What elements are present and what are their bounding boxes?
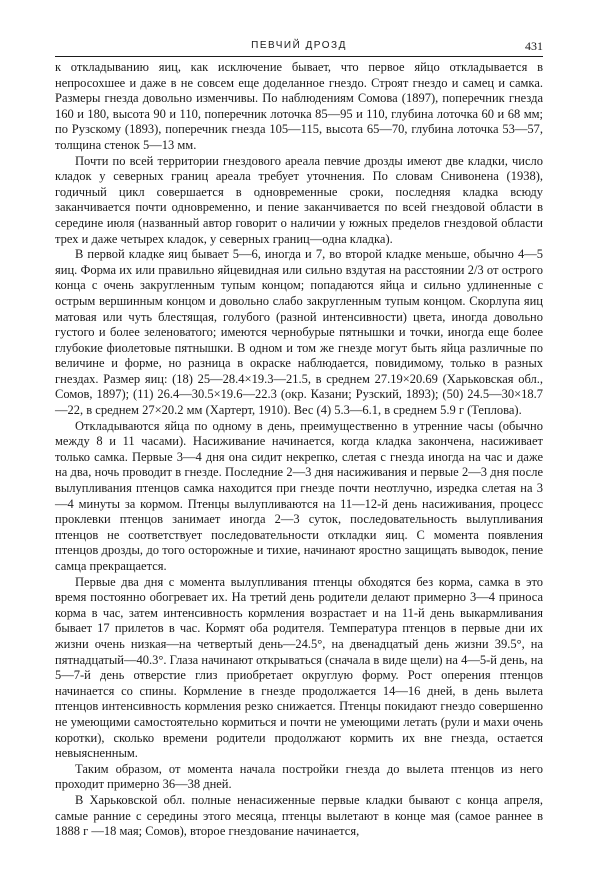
running-header bbox=[55, 38, 543, 57]
running-title: ПЕВЧИЙ ДРОЗД bbox=[251, 40, 347, 51]
paragraph-duration: Таким образом, от момента начала постройки гнезда до вылета птенцов из него проходит примерно 36—38 дней. bbox=[55, 761, 543, 792]
page-number: 431 bbox=[525, 39, 543, 53]
book-page bbox=[55, 38, 543, 840]
paragraph-eggs: В первой кладке яиц бывает 5—6, иногда и 7, во второй кладке меньше, обычно 4—5 яиц. Форма их или правильно яйцевидная или сильно вздутая на расстоянии 2/3 от острого конца с очень закругленным тупым концом; попадаются яйца и сильно удлиненные с острым вершинным концом и довольно слабо закругленным тупым концом. Скорлупа яиц матовая или чуть блестящая, голубого (разной интенсивности) цвета, иногда довольно густого и более зеленоватого; имеются чернобурые пятнышки и точки, иногда еще более глубокие фиолетовые пятнышки. В одном и том же гнезде могут быть яйца различные по величине и форме, но разница в окраске наблюдается, повидимому, только в разных гнездах. Размер яиц: (18) 25—28.4×19.3—21.5, в среднем 27.19×20.69 (Харьковская обл., Сомов, 1897); (11) 26.4—30.5×19.6—22.3 (окр. Казани; Рузский, 1893); (50) 24.5—30×18.7—22, в среднем 27×20.2 мм (Хартерт, 1910). Вес (4) 5.3—6.1, в среднем 5.9 г (Теплова). bbox=[55, 247, 543, 418]
paragraph-clutches: Почти по всей территории гнездового ареала певчие дрозды имеют две кладки, число кладок у северных границ ареала требует уточнения. По словам Снивонена (1938), годичный цикл совершается в одновременные сроки, последняя кладка всюду заканчивается почти одновременно, и пение заканчивается по всей гнездовой области в середине июля (названный автор говорит о наличии у южных пределов гнездовой области трех и даже четырех кладок, у северных границ—одна кладка). bbox=[55, 153, 543, 246]
paragraph-kharkov: В Харьковской обл. полные ненасиженные первые кладки бывают с конца апреля, самые ранние с середины этого месяца, птенцы вылетают в конце мая (самое раннее в 1888 г —18 мая; Сомов), второе гнездование начинается, bbox=[55, 792, 543, 839]
body-text bbox=[55, 60, 543, 840]
paragraph-nest-size: к откладыванию яиц, как исключение бывает, что первое яйцо откладывается в непросохшее и даже в не совсем еще доделанное гнездо. Строят гнездо и самец и самка. Размеры гнезда довольно изменчивы. По наблюдениям Сомова (1897), поперечник гнезда 160 и 180, высота 90 и 110, поперечник лоточка 85—95 и 110, глубина лоточка 60 и 68 мм; по Рузскому (1893), поперечник гнезда 105—115, высота 65—70, глубина лоточка 53—57, толщина стенок 5—13 мм. bbox=[55, 60, 543, 152]
paragraph-nestlings: Первые два дня с момента вылупливания птенцы обходятся без корма, самка в это время постоянно обогревает их. На третий день родители делают примерно 3—4 приноса корма в час, затем интенсивность кормления возрастает и на 11-й день выкармливания бывает 17 прилетов в час. Кормят оба родителя. Температура птенцов в первые дни их жизни очень низкая—на четвертый день—24.5°, на двенадцатый день жизни 39.5°, на пятнадцатый—40.3°. Глаза начинают открываться (сначала в виде щели) на 4—5-й день, на 5—7-й день отверстие глиз приобретает округлую форму. Рост оперения птенцов начинается со спины. Кормление в гнезде продолжается 14—16 дней, в день вылета птенцов интенсивность кормления резко снижается. Птенцы покидают гнездо совершенно не умеющими самостоятельно кормиться и почти не умеющими летать (рули и маxи очень коротки), сколько времени родители продолжают кормить их вне гнезда, остается невыясненным. bbox=[55, 574, 543, 761]
paragraph-incubation: Откладываются яйца по одному в день, преимущественно в утренние часы (обычно между 8 и 11 часами). Насиживание начинается, когда кладка закончена, насиживает только самка. Первые 3—4 дня она сидит некрепко, слетая с гнезда иногда на час и даже на два, ночь проводит в гнезде. Последние 2—3 дня насиживания и первые 2—3 дня после вылупливания птенцов самка находится при гнезде почти неотлучно, изредка слетая на 3—4 минуты за кормом. Птенцы вылупливаются на 11—12-й день насиживания, процесс проклевки птенцов занимает иногда 2—3 суток, последовательность вылупливания птенцов не соответствует последовательности откладки яиц. С момента появления птенцов дрозды, до того осторожные и тихие, начинают яростно защищать выводок, пение самца прекращается. bbox=[55, 418, 543, 573]
